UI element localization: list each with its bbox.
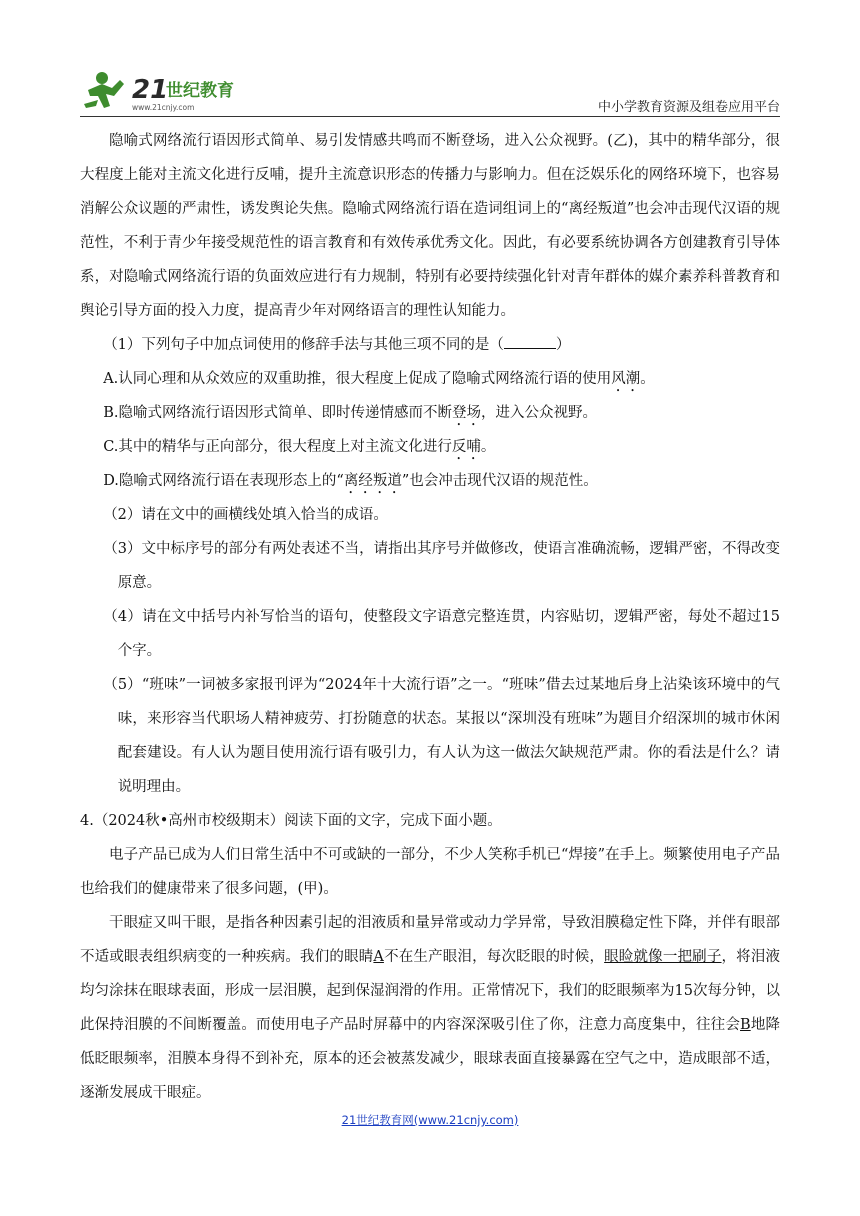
item-4-paragraph-1: 电子产品已成为人们日常生活中不可或缺的一部分，不少人笑称手机已“焊接”在手上。频繁使用电子产品也给我们的健康带来了很多问题，(甲)。 [80, 847, 780, 897]
answer-blank [504, 334, 556, 349]
page-footer [0, 1112, 860, 1128]
dotted-word: 登场 [451, 405, 481, 421]
svg-text:21: 21 [132, 75, 169, 105]
question-5: （5）“班味”一词被多家报刊评为“2024年十大流行语”之一。“班味”借去过某地后身上沾染该环境中的气味，来形容当代职场人精神疲劳、打扮随意的状态。某报以“深圳没有班味”为题目介绍深圳的城市休闲配套建设。有人认为题目使用流行语有吸引力，有人认为这一做法欠缺规范严肃。你的看法是什么？请说明理由。 [103, 677, 780, 795]
question-1: （1）下列句子中加点词使用的修辞手法与其他三项不同的是（ ） [95, 328, 781, 362]
question-2: （2）请在文中的画横线处填入恰当的成语。 [103, 507, 388, 523]
svg-text:世纪教育: 世纪教育 [166, 81, 234, 101]
option-d: D.隐喻式网络流行语在表现形态上的“离经叛道”也会冲击现代汉语的规范性。 [103, 473, 598, 489]
underlined-phrase: 眼睑就像一把刷子 [604, 949, 722, 965]
page-header [80, 66, 780, 118]
option-b: B.隐喻式网络流行语因形式简单、即时传递情感而不断登场，进入公众视野。 [103, 405, 597, 421]
header-platform-text: 中小学教育资源及组卷应用平台 [597, 100, 780, 115]
option-a: A.认同心理和从众效应的双重助推，很大程度上促成了隐喻式网络流行语的使用风潮。 [103, 371, 655, 387]
header-divider [80, 116, 780, 117]
passage-paragraph: 隐喻式网络流行语因形式简单、易引发情感共鸣而不断登场，进入公众视野。(乙)，其中的精华部分，很大程度上能对主流文化进行反哺，提升主流意识形态的传播力与影响力。但在泛娱乐化的网络环境下，也容易消解公众议题的严肃性，诱发舆论失焦。隐喻式网络流行语在造词组词上的“离经叛道”也会冲击现代汉语的规范性，不利于青少年接受规范性的语言教育和有效传承优秀文化。因此，有必要系统协调各方创建教育引导体系，对隐喻式网络流行语的负面效应进行有力规制，特别有必要持续强化针对青年群体的媒介素养科普教育和舆论引导方面的投入力度，提高青少年对网络语言的理性认知能力。 [80, 133, 780, 319]
item-4-paragraph-2: 干眼症又叫干眼，是指各种因素引起的泪液质和量异常或动力学异常，导致泪膜稳定性下降，并伴有眼部不适或眼表组织病变的一种疾病。我们的眼睛A不在生产眼泪，每次眨眼的时候，眼睑就像一把刷子，将泪液均匀涂抹在眼球表面，形成一层泪膜，起到保湿润滑的作用。正常情况下，我们的眨眼频率为15次每分钟，以此保持泪膜的不间断覆盖。而使用电子产品时屏幕中的内容深深吸引住了你，注意力高度集中，往往会B地降低眨眼频率，泪膜本身得不到补充，原本的还会被蒸发减少，眼球表面直接暴露在空气之中，造成眼部不适，逐渐发展成干眼症。 [80, 915, 781, 1101]
site-logo [80, 66, 260, 114]
question-4: （4）请在文中括号内补写恰当的语句，使整段文字语意完整连贯，内容贴切，逻辑严密，每处不超过15个字。 [103, 609, 780, 659]
footer-link[interactable]: 21世纪教育网(www.21cnjy.com) [341, 1113, 519, 1127]
svg-text:www.21cnjy.com: www.21cnjy.com [132, 103, 195, 112]
item-4-title: 4.（2024秋•高州市校级期末）阅读下面的文字，完成下面小题。 [80, 813, 502, 829]
document-body [80, 124, 780, 1110]
dotted-word: 离经叛道 [343, 473, 402, 489]
dotted-word: 反哺 [451, 439, 481, 455]
question-3: （3）文中标序号的部分有两处表述不当，请指出其序号并做修改，使语言准确流畅，逻辑严密，不得改变原意。 [103, 541, 780, 591]
option-c: C.其中的精华与正向部分，很大程度上对主流文化进行反哺。 [103, 439, 496, 455]
marker-a: A [373, 949, 384, 965]
marker-b: B [740, 1017, 751, 1033]
question-1-stem: （1）下列句子中加点词使用的修辞手法与其他三项不同的是（ [103, 337, 504, 353]
dotted-word: 风潮 [611, 371, 641, 387]
